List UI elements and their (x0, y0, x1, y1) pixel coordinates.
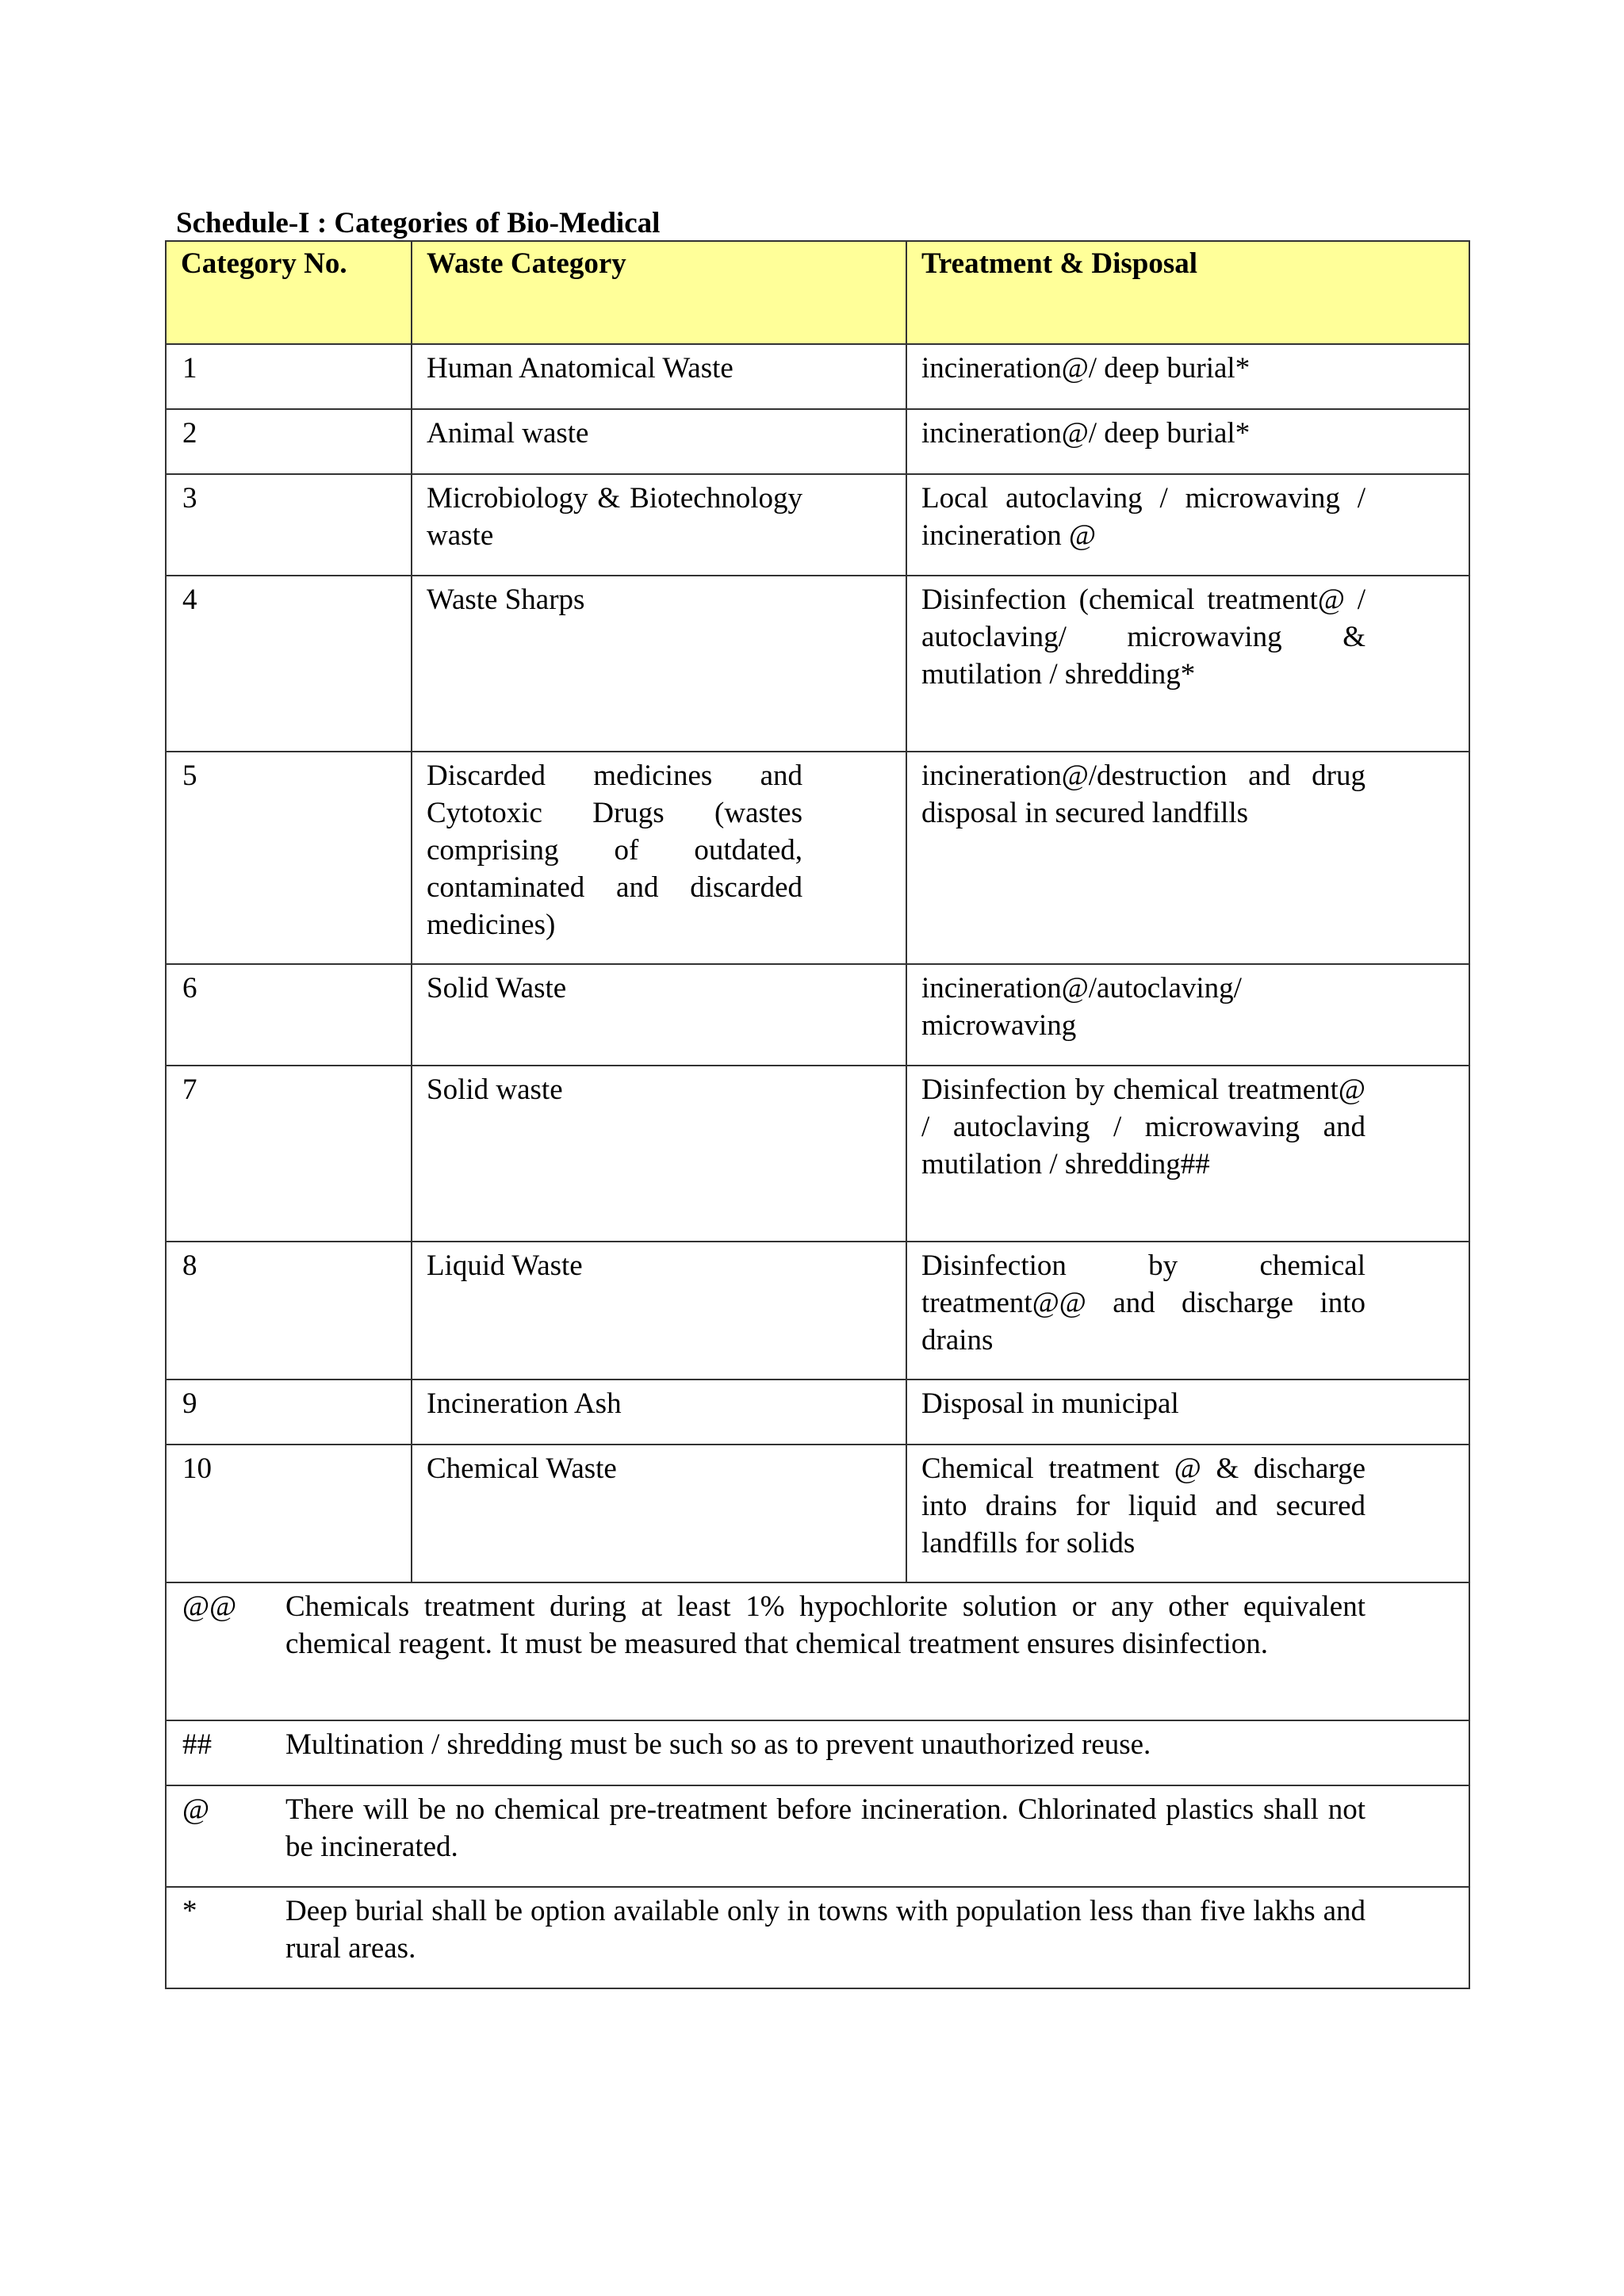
header-waste-category: Waste Category (412, 241, 906, 344)
waste-category-cell: Chemical Waste (412, 1445, 906, 1582)
category-number: 5 (166, 752, 412, 964)
waste-category-cell: Microbiology & Biotechnology waste (412, 474, 906, 576)
treatment-cell: incineration@/autoclaving/ microwaving (906, 964, 1469, 1066)
treatment-cell: incineration@/destruction and drug disposal in secured landfills (906, 752, 1469, 964)
header-category-no: Category No. (166, 241, 412, 344)
footnote-cell (166, 1785, 1469, 1887)
treatment-cell: incineration@/ deep burial* (906, 409, 1469, 474)
footnote-symbol: @ (182, 1793, 210, 1826)
footnote-symbol: @@ (182, 1590, 237, 1623)
category-number: 10 (166, 1445, 412, 1582)
category-number: 8 (166, 1242, 412, 1380)
waste-category-cell: Waste Sharps (412, 576, 906, 752)
table-row (166, 752, 1469, 964)
category-number: 7 (166, 1066, 412, 1242)
footnote-text: There will be no chemical pre-treatment before incineration. Chlorinated plastics shall not be incinerated. (285, 1793, 1365, 1863)
waste-category-cell: Solid Waste (412, 964, 906, 1066)
treatment-cell: Disposal in municipal (906, 1380, 1469, 1445)
waste-category-cell: Incineration Ash (412, 1380, 906, 1445)
footnote-text: Deep burial shall be option available only in towns with population less than five lakhs and rural areas. (285, 1895, 1365, 1965)
footnote-cell (166, 1887, 1469, 1988)
treatment-cell: Disinfection by chemical treatment@@ and discharge into drains (906, 1242, 1469, 1380)
treatment-cell: Disinfection (chemical treatment@ / autoclaving/ microwaving & mutilation / shredding* (906, 576, 1469, 752)
schedule-table (165, 240, 1470, 1989)
table-row (166, 474, 1469, 576)
note-row (166, 1720, 1469, 1785)
header-treatment-disposal: Treatment & Disposal (906, 241, 1469, 344)
category-number: 2 (166, 409, 412, 474)
table-row (166, 344, 1469, 409)
waste-category-cell: Liquid Waste (412, 1242, 906, 1380)
note-row (166, 1887, 1469, 1988)
treatment-cell: Chemical treatment @ & discharge into drains for liquid and secured landfills for solids (906, 1445, 1469, 1582)
waste-category-cell: Solid waste (412, 1066, 906, 1242)
waste-category-cell: Discarded medicines and Cytotoxic Drugs (wastes comprising of outdated, contaminated and discarded medicines) (412, 752, 906, 964)
category-number: 1 (166, 344, 412, 409)
note-row (166, 1582, 1469, 1720)
note-row (166, 1785, 1469, 1887)
table-row (166, 1445, 1469, 1582)
treatment-cell: incineration@/ deep burial* (906, 344, 1469, 409)
footnote-cell (166, 1582, 1469, 1720)
table-row (166, 409, 1469, 474)
header-row (166, 241, 1469, 344)
footnote-cell (166, 1720, 1469, 1785)
waste-category-cell: Animal waste (412, 409, 906, 474)
treatment-cell: Disinfection by chemical treatment@ / autoclaving / microwaving and mutilation / shredding## (906, 1066, 1469, 1242)
treatment-cell: Local autoclaving / microwaving / incineration @ (906, 474, 1469, 576)
table-row (166, 576, 1469, 752)
footnote-text: Chemicals treatment during at least 1% hypochlorite solution or any other equivalent chemical reagent. It must be measured that chemical treatment ensures disinfection. (285, 1590, 1365, 1660)
table-row (166, 1242, 1469, 1380)
footnote-symbol: ## (182, 1728, 212, 1761)
table-row (166, 1066, 1469, 1242)
table-row (166, 1380, 1469, 1445)
category-number: 9 (166, 1380, 412, 1445)
document-title: Schedule-I : Categories of Bio-Medical (176, 207, 661, 239)
table-row (166, 964, 1469, 1066)
category-number: 6 (166, 964, 412, 1066)
waste-category-cell: Human Anatomical Waste (412, 344, 906, 409)
footnote-symbol: * (182, 1895, 197, 1927)
category-number: 4 (166, 576, 412, 752)
footnote-text: Multination / shredding must be such so as to prevent unauthorized reuse. (285, 1728, 1151, 1761)
category-number: 3 (166, 474, 412, 576)
